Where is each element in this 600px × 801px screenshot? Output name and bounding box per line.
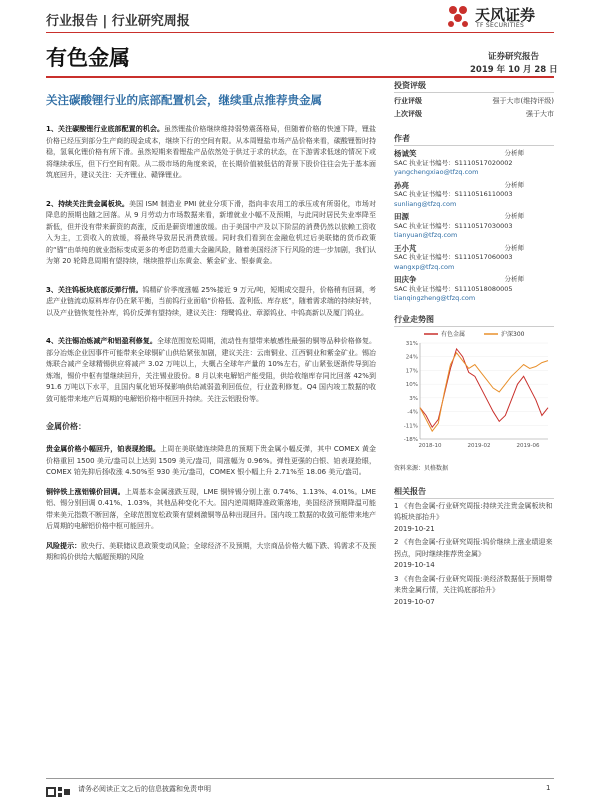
related-report-title: 1 《有色金属-行业研究周报:持续关注贵金属板块和钨板块部抬升》 xyxy=(394,501,553,521)
series-line-nonferrous xyxy=(420,348,548,426)
brand-logo xyxy=(445,4,555,34)
author-role: 分析师 xyxy=(504,275,524,283)
author-cert: SAC 执业证书编号：S1110518080005 xyxy=(394,284,513,293)
related-report-title: 2 《有色金属-行业研究周报:钨价继续上涨业绩迎来拐点，同时继续推荐贵金属》 xyxy=(394,538,553,558)
footer-disclaimer: 请务必阅读正文之后的信息披露和免责申明 xyxy=(78,785,211,793)
author-cert: SAC 执业证书编号：S1110516110003 xyxy=(394,190,513,198)
report-type: 证券研究报告 xyxy=(488,52,540,62)
paragraph: 2、持续关注贵金属板块。美国 ISM 制造业 PMI 就业分项下滑，指向非农用工的承压或有所弱化，市场对降息的预期也随之回落。从 9 月劳动力市场数据来看，新增就业小幅不及预期，与此同时居民失业率降至新低，但并没有带来薪资的高涨，反而是薪资增速放缓。由于美国中产及以下阶层的消费仍然以依赖工资收入为主，工资收入的放缓，将最终导致居民消费放缓。同时我们看到在金融危机过后美联储的货币政策的“锚”由单纯的就业指标变成更多的考虑防范重大金融风险，随着美国经济下行风险的进一步加剧，我们认为第 20 轮降息周期有望持续，继续推荐山东黄金、紫金矿业、银泰黄金。 xyxy=(46,199,376,265)
report-subtitle: 关注碳酸锂行业的底部配置机会，继续重点推荐贵金属 xyxy=(46,93,322,107)
header-rule xyxy=(46,32,554,33)
author-name: 杨诚笑 xyxy=(394,149,417,158)
legend-label: 有色金属 xyxy=(441,330,466,338)
x-tick-label: 2018-10 xyxy=(418,442,442,449)
brand-logo-icon xyxy=(445,4,473,32)
author-cert: SAC 执业证书编号：S1110517030003 xyxy=(394,221,513,230)
header-category: 行业报告 | 行业研究周报 xyxy=(46,14,190,29)
related-report-date: 2019-10-07 xyxy=(394,597,435,606)
main-content xyxy=(46,124,376,564)
price-section-title: 金属价格： xyxy=(46,422,86,431)
chart-source: 资料来源：贝格数据 xyxy=(394,464,449,472)
industry-trend-chart xyxy=(394,327,554,457)
authors-title: 作者 xyxy=(394,133,554,146)
footer-rule xyxy=(46,778,554,779)
y-tick-label: -4% xyxy=(407,409,418,416)
author-name: 孙亮 xyxy=(394,180,409,190)
author-name: 田源 xyxy=(394,212,409,221)
x-tick-label: 2019-06 xyxy=(516,442,540,449)
author-name: 王小芃 xyxy=(394,243,417,253)
author-email[interactable]: tianyuan@tfzq.com xyxy=(394,231,458,239)
author-email[interactable]: wangxp@tfzq.com xyxy=(394,262,455,271)
related-reports xyxy=(394,501,554,609)
paragraph: 1、关注碳酸锂行业底部配置的机会。虽然锂盐价格继续维持弱势震荡格局，但随着价格的快速下降，锂盐价格已经压到部分生产商的现金成本，继续下行的空间有限。从本周锂盐市场产品价格来看，碳酸锂暂时持稳，氢氧化锂价格有所下滑。虽然短期来看锂盐产品依然处于供过于求的状态，在下游需求低迷的情况下或将继续承压，但下行空间有限。从二级市场的角度来说，在长期价值被低估的背景下股价往往会先于基本面筑底回升，建议关注：天齐锂业、赣锋锂业。 xyxy=(46,125,377,179)
author-cert: SAC 执业证书编号：S1110517060003 xyxy=(394,253,513,261)
brand-name: 天风证券 xyxy=(475,6,536,24)
title-rule xyxy=(46,76,554,78)
related-report-date: 2019-10-14 xyxy=(394,561,435,569)
related-title: 相关报告 xyxy=(394,486,554,499)
y-tick-label: 24% xyxy=(405,354,418,361)
author-email[interactable]: sunliang@tfzq.com xyxy=(394,199,457,208)
related-report-title: 3 《有色金属-行业研究周报:美经济数据低于预期带来贵金属行情，关注钨底部抬升》 xyxy=(394,574,553,594)
y-tick-label: 10% xyxy=(405,381,418,388)
author-name: 田庆争 xyxy=(394,275,417,284)
y-tick-label: 3% xyxy=(409,395,418,402)
paragraph: 3、关注钨板块底部反弹行情。钨精矿价季度涨幅 25%接近 9 万元/吨，短期成交提升，价格稍有回调，考虑产业链流动原料库存仍在紧平衡，当前钨行业面临“价格低、盈利低、库存底”，随着需求端的持续好转，以及产业链恢复性补库，钨价反弹有望持续，建议关注：翔鹭钨业、章源钨业、中钨高新以及厦门钨业。 xyxy=(46,285,377,317)
related-report-date: 2019-10-21 xyxy=(394,524,435,533)
qr-code-icon xyxy=(46,782,72,792)
paragraph: 铜锌铁上涨铝镍价回调。上周基本金属涨跌互现，LME 铜锌锡分别上涨 0.74%、1.13%、4.01%。LME 铝、锡分别回调 0.41%、1.03%，其他品种变化不大。国内逆周期降准政策落地，美国经济预期降温可能带来美元指数不断回落，全球范围宽松政策有望刺激铜等品种出现回升。国内竣工数据的收敛可能带来地产后周期的电解铝价格中枢可能回升。 xyxy=(46,487,377,530)
author-role: 分析师 xyxy=(504,212,524,220)
paragraph: 贵金属价格小幅回升，铂表现抢眼。上周在美联储连续降息的预期下贵金属小幅反弹，其中 COMEX 黄金价格重回 1500 美元/盎司以上达到 1509 美元/盎司，周涨幅为 0.96%。弹性更强的白银、铂表现抢眼，COMEX 铂先抑后扬收涨 4.50%至 930 美元/盎司，COMEX 银小幅上升 2.71%至 18.06 美元/盎司。 xyxy=(46,445,377,476)
author-card xyxy=(394,244,554,273)
author-role: 分析师 xyxy=(504,243,524,252)
series-line-csi300 xyxy=(420,352,548,430)
author-card xyxy=(394,275,554,304)
author-card xyxy=(394,181,554,210)
related-report-item[interactable] xyxy=(394,574,554,609)
report-date: 2019 年 10 月 28 日 xyxy=(470,65,558,75)
author-card xyxy=(394,212,554,241)
author-email[interactable]: tianqingzheng@tfzq.com xyxy=(394,294,476,302)
author-cert: SAC 执业证书编号：S1110517020002 xyxy=(394,158,513,167)
y-tick-label: 17% xyxy=(405,367,418,374)
related-report-item[interactable] xyxy=(394,537,554,572)
paragraph: 4、关注锡冶炼减产和铝盈利修复。全球范围宽松周期，流动性有望带来敏感性最强的铜等品种价格修复。部分冶炼企业因事件可能带来全球铜矿山供给紧张加剧，建议关注：云南铜业、江西铜业和紫金矿业。锡冶炼联合减产全球精锡供应将减产 3.02 万吨以上，大概占全球年产量的 10%左右，矿山紧张逐渐传导到冶炼端，锡价中枢有望继续回升，关注锡业股份。8 月以来电解铝产能受阻，供给收缩库存同比回落 42%到 91.6 万吨以下水平，且国内氧化铝环保影响供给减弱盈利回低位，行业盈利修复。Q4 国内竣工数据的收敛可能带来地产后周期的电解铝价格中枢回升持续。关注云铝股份等。 xyxy=(46,337,377,403)
rating-title: 投资评级 xyxy=(394,80,554,93)
legend-label: 沪深300 xyxy=(501,330,525,338)
y-tick-label: 31% xyxy=(405,340,418,347)
industry-rating: 行业评级 强于大市(维持评级) xyxy=(394,97,554,105)
author-list xyxy=(394,149,554,304)
brand-name-en: TF SECURITIES xyxy=(476,22,525,29)
page-number: 1 xyxy=(546,784,551,792)
x-tick-label: 2019-02 xyxy=(467,442,491,449)
y-tick-label: -11% xyxy=(403,422,418,429)
y-tick-label: -18% xyxy=(403,436,418,443)
author-card xyxy=(394,149,554,178)
author-role: 分析师 xyxy=(504,180,524,189)
trend-title: 行业走势图 xyxy=(394,314,554,327)
page-title: 有色金属 xyxy=(46,46,130,70)
previous-rating: 上次评级 强于大市 xyxy=(394,110,554,118)
sidebar xyxy=(394,80,554,608)
author-role: 分析师 xyxy=(504,149,524,157)
related-report-item[interactable] xyxy=(394,501,554,536)
risk-warning: 风险提示：欧央行、美联储议息政策变动风险；全球经济不及预期，大宗商品价格大幅下跌、钨需求不及预期和钨价供给大幅超预期的风险 xyxy=(46,541,376,561)
author-email[interactable]: yangchengxiao@tfzq.com xyxy=(394,168,479,176)
